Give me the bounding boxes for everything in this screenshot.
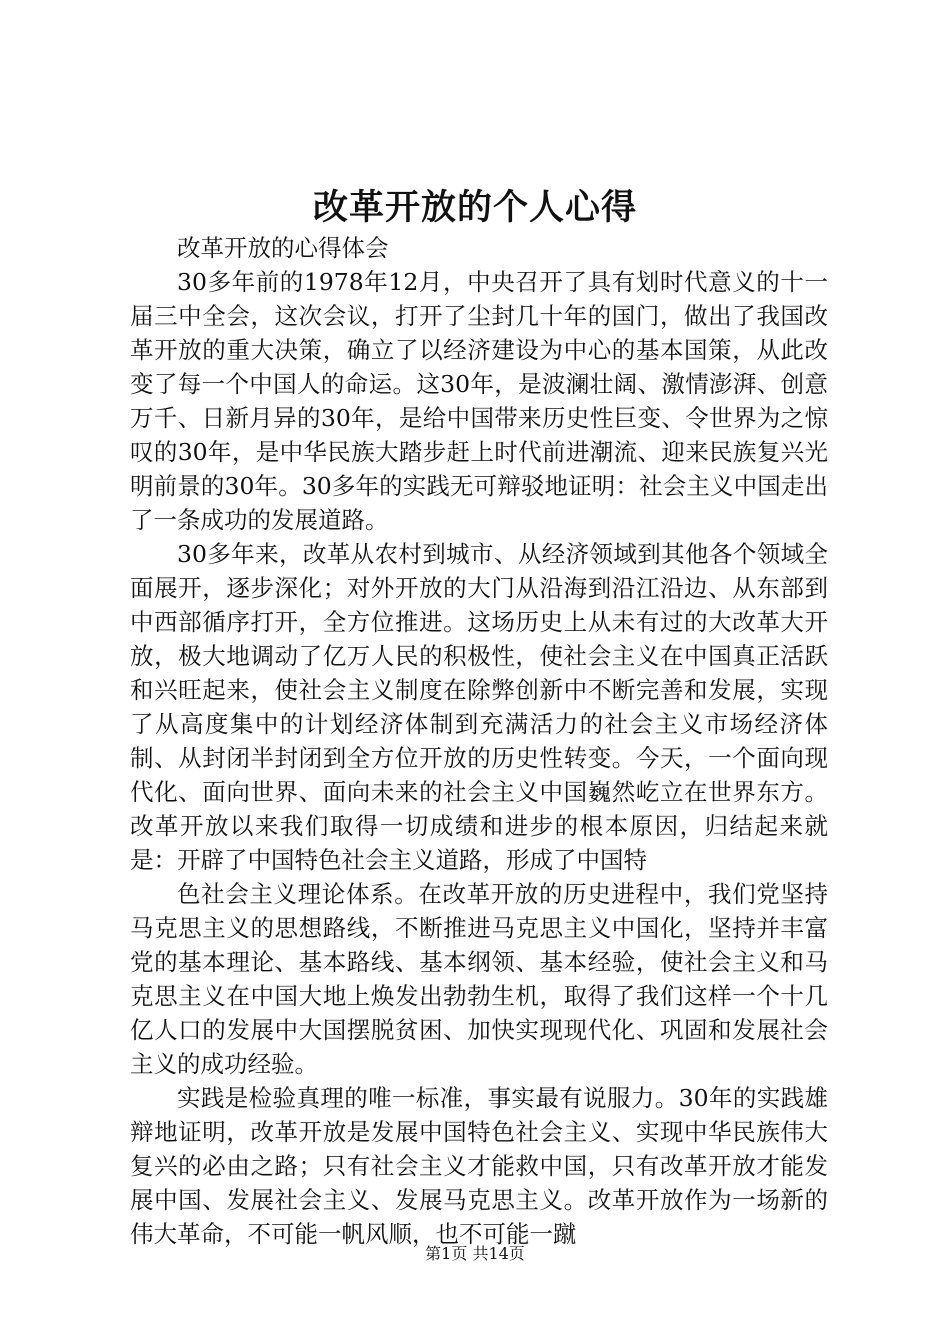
page-footer: 第1页 共14页	[425, 1244, 525, 1263]
paragraph-4: 实践是检验真理的唯一标准，事实最有说服力。30年的实践雄辩地证明，改革开放是发展中国特色社会主义、实现中华民族伟大复兴的必由之路；只有社会主义才能救中国，只有改革开放才能发展中国、发展社会主义、发展马克思主义。改革开放作为一场新的伟大革命，不可能一帆风顺，也不可能一蹴	[130, 1084, 828, 1248]
document-body	[130, 231, 828, 1251]
document-title: 改革开放的个人心得	[312, 187, 637, 228]
paragraph-subtitle: 改革开放的心得体会	[177, 234, 389, 262]
paragraph-1: 30多年前的1978年12月，中央召开了具有划时代意义的十一届三中全会，这次会议，打开了尘封几十年的国门，做出了我国改革开放的重大决策，确立了以经济建设为中心的基本国策，从此改变了每一个中国人的命运。这30年，是波澜壮阔、激情澎湃、创意万千、日新月异的30年，是给中国带来历史性巨变、令世界为之惊叹的30年，是中华民族大踏步赶上时代前进潮流、迎来民族复兴光明前景的30年。30多年的实践无可辩驳地证明：社会主义中国走出了一条成功的发展道路。	[130, 268, 828, 534]
paragraph-3: 色社会主义理论体系。在改革开放的历史进程中，我们党坚持马克思主义的思想路线，不断推进马克思主义中国化，坚持并丰富党的基本理论、基本路线、基本纲领、基本经验，使社会主义和马克思主义在中国大地上焕发出勃勃生机，取得了我们这样一个十几亿人口的发展中大国摆脱贫困、加快实现现代化、巩固和发展社会主义的成功经验。	[130, 880, 828, 1078]
paragraph-2: 30多年来，改革从农村到城市、从经济领域到其他各个领域全面展开，逐步深化；对外开放的大门从沿海到沿江沿边、从东部到中西部循序打开，全方位推进。这场历史上从未有过的大改革大开放，极大地调动了亿万人民的积极性，使社会主义在中国真正活跃和兴旺起来，使社会主义制度在除弊创新中不断完善和发展，实现了从高度集中的计划经济体制到充满活力的社会主义市场经济体制、从封闭半封闭到全方位开放的历史性转变。今天，一个面向现代化、面向世界、面向未来的社会主义中国巍然屹立在世界东方。改革开放以来我们取得一切成绩和进步的根本原因，归结起来就是：开辟了中国特色社会主义道路，形成了中国特	[130, 540, 828, 874]
